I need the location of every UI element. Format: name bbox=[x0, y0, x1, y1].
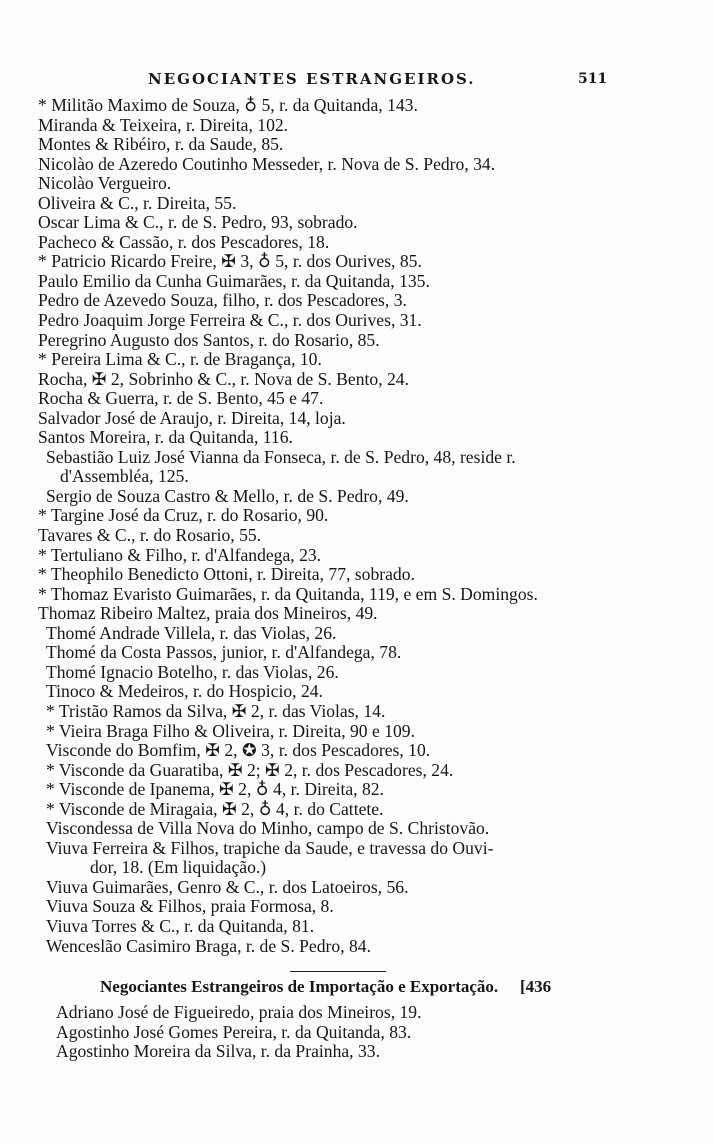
section-heading bbox=[0, 976, 714, 1000]
list-item: Salvador José de Araujo, r. Direita, 14, loja. bbox=[38, 407, 346, 428]
page-number: 511 bbox=[578, 71, 608, 87]
list-item: * Visconde de Miragaia, ✠ 2, ♁ 4, r. do Cattete. bbox=[46, 798, 384, 819]
list-item: Viscondessa de Villa Nova do Minho, campo de S. Christovão. bbox=[46, 818, 490, 839]
list-item: * Tertuliano & Filho, r. d'Alfandega, 23. bbox=[38, 544, 322, 565]
list-item: Paulo Emilio da Cunha Guimarães, r. da Quitanda, 135. bbox=[38, 270, 430, 291]
list-item: Tavares & C., r. do Rosario, 55. bbox=[38, 525, 262, 546]
list-item: Rocha, ✠ 2, Sobrinho & C., r. Nova de S. Bento, 24. bbox=[38, 368, 409, 389]
list-item: Nicolào de Azeredo Coutinho Messeder, r. Nova de S. Pedro, 34. bbox=[38, 153, 496, 174]
list-item: Viuva Guimarães, Genro & C., r. dos Latoeiros, 56. bbox=[46, 876, 409, 897]
list-item: * Militão Maximo de Souza, ♁ 5, r. da Quitanda, 143. bbox=[38, 95, 418, 115]
list-item: * Visconde de Ipanema, ✠ 2, ♁ 4, r. Direita, 82. bbox=[46, 779, 384, 800]
list-item: Viuva Ferreira & Filhos, trapiche da Saude, e travessa do Ouvi- bbox=[46, 837, 494, 858]
list-item: * Vieira Braga Filho & Oliveira, r. Direita, 90 e 109. bbox=[46, 720, 415, 741]
list-item: * Theophilo Benedicto Ottoni, r. Direita, 77, sobrado. bbox=[38, 564, 415, 585]
list-item: Visconde do Bomfim, ✠ 2, ✪ 3, r. dos Pescadores, 10. bbox=[46, 740, 431, 761]
list-item: * Thomaz Evaristo Guimarães, r. da Quitanda, 119, e em S. Domingos. bbox=[38, 583, 538, 604]
list-item: Viuva Torres & C., r. da Quitanda, 81. bbox=[46, 915, 315, 936]
list-item-continuation: d'Assembléa, 125. bbox=[60, 466, 189, 487]
list-item: Wenceslão Casimiro Braga, r. de S. Pedro, 84. bbox=[46, 935, 371, 956]
list-item: Thomaz Ribeiro Maltez, praia dos Mineiros, 49. bbox=[38, 603, 378, 624]
running-title: NEGOCIANTES ESTRANGEIROS. bbox=[148, 70, 476, 88]
section-code: [436 bbox=[520, 977, 552, 996]
list-item: Viuva Souza & Filhos, praia Formosa, 8. bbox=[46, 896, 334, 917]
list-item: Miranda & Teixeira, r. Direita, 102. bbox=[38, 114, 289, 135]
list-item: Thomé Andrade Villela, r. das Violas, 26. bbox=[46, 622, 337, 643]
merchant-list bbox=[38, 96, 618, 956]
list-item: Santos Moreira, r. da Quitanda, 116. bbox=[38, 427, 293, 448]
list-item: Pedro Joaquim Jorge Ferreira & C., r. dos Ourives, 31. bbox=[38, 310, 422, 331]
section-title: Negociantes Estrangeiros de Importação e Exportação. bbox=[100, 977, 499, 996]
section-divider bbox=[290, 971, 386, 972]
list-item: * Visconde da Guaratiba, ✠ 2; ✠ 2, r. dos Pescadores, 24. bbox=[46, 759, 454, 780]
list-item: Pacheco & Cassão, r. dos Pescadores, 18. bbox=[38, 231, 330, 252]
list-item: Thomé da Costa Passos, junior, r. d'Alfandega, 78. bbox=[46, 642, 402, 663]
list-item: Rocha & Guerra, r. de S. Bento, 45 e 47. bbox=[38, 388, 324, 409]
list-item: * Patricio Ricardo Freire, ✠ 3, ♁ 5, r. dos Ourives, 85. bbox=[38, 251, 422, 272]
list-item: Nicolào Vergueiro. bbox=[38, 173, 172, 194]
list-item-continuation: dor, 18. (Em liquidação.) bbox=[90, 857, 267, 878]
list-item: Thomé Ignacio Botelho, r. das Violas, 26. bbox=[46, 661, 339, 682]
list-item: Adriano José de Figueiredo, praia dos Mineiros, 19. bbox=[56, 1002, 422, 1022]
list-item: * Tristão Ramos da Silva, ✠ 2, r. das Violas, 14. bbox=[46, 700, 386, 721]
page-header bbox=[0, 70, 714, 94]
list-item: Oliveira & C., r. Direita, 55. bbox=[38, 192, 237, 213]
list-item: Agostinho Moreira da Silva, r. da Prainha, 33. bbox=[56, 1041, 380, 1062]
list-item: Montes & Ribéiro, r. da Saude, 85. bbox=[38, 134, 284, 155]
import-export-list bbox=[56, 1003, 636, 1062]
list-item: Agostinho José Gomes Pereira, r. da Quitanda, 83. bbox=[56, 1021, 412, 1042]
list-item: Oscar Lima & C., r. de S. Pedro, 93, sobrado. bbox=[38, 212, 358, 233]
list-item: Tinoco & Medeiros, r. do Hospicio, 24. bbox=[46, 681, 323, 702]
list-item: Sebastião Luiz José Vianna da Fonseca, r. de S. Pedro, 48, reside r. bbox=[46, 446, 516, 467]
list-item: Peregrino Augusto dos Santos, r. do Rosario, 85. bbox=[38, 329, 380, 350]
list-item: * Targine José da Cruz, r. do Rosario, 90. bbox=[38, 505, 329, 526]
list-item: Pedro de Azevedo Souza, filho, r. dos Pescadores, 3. bbox=[38, 290, 407, 311]
list-item: Sergio de Souza Castro & Mello, r. de S. Pedro, 49. bbox=[46, 485, 409, 506]
list-item: * Pereira Lima & C., r. de Bragança, 10. bbox=[38, 349, 322, 370]
